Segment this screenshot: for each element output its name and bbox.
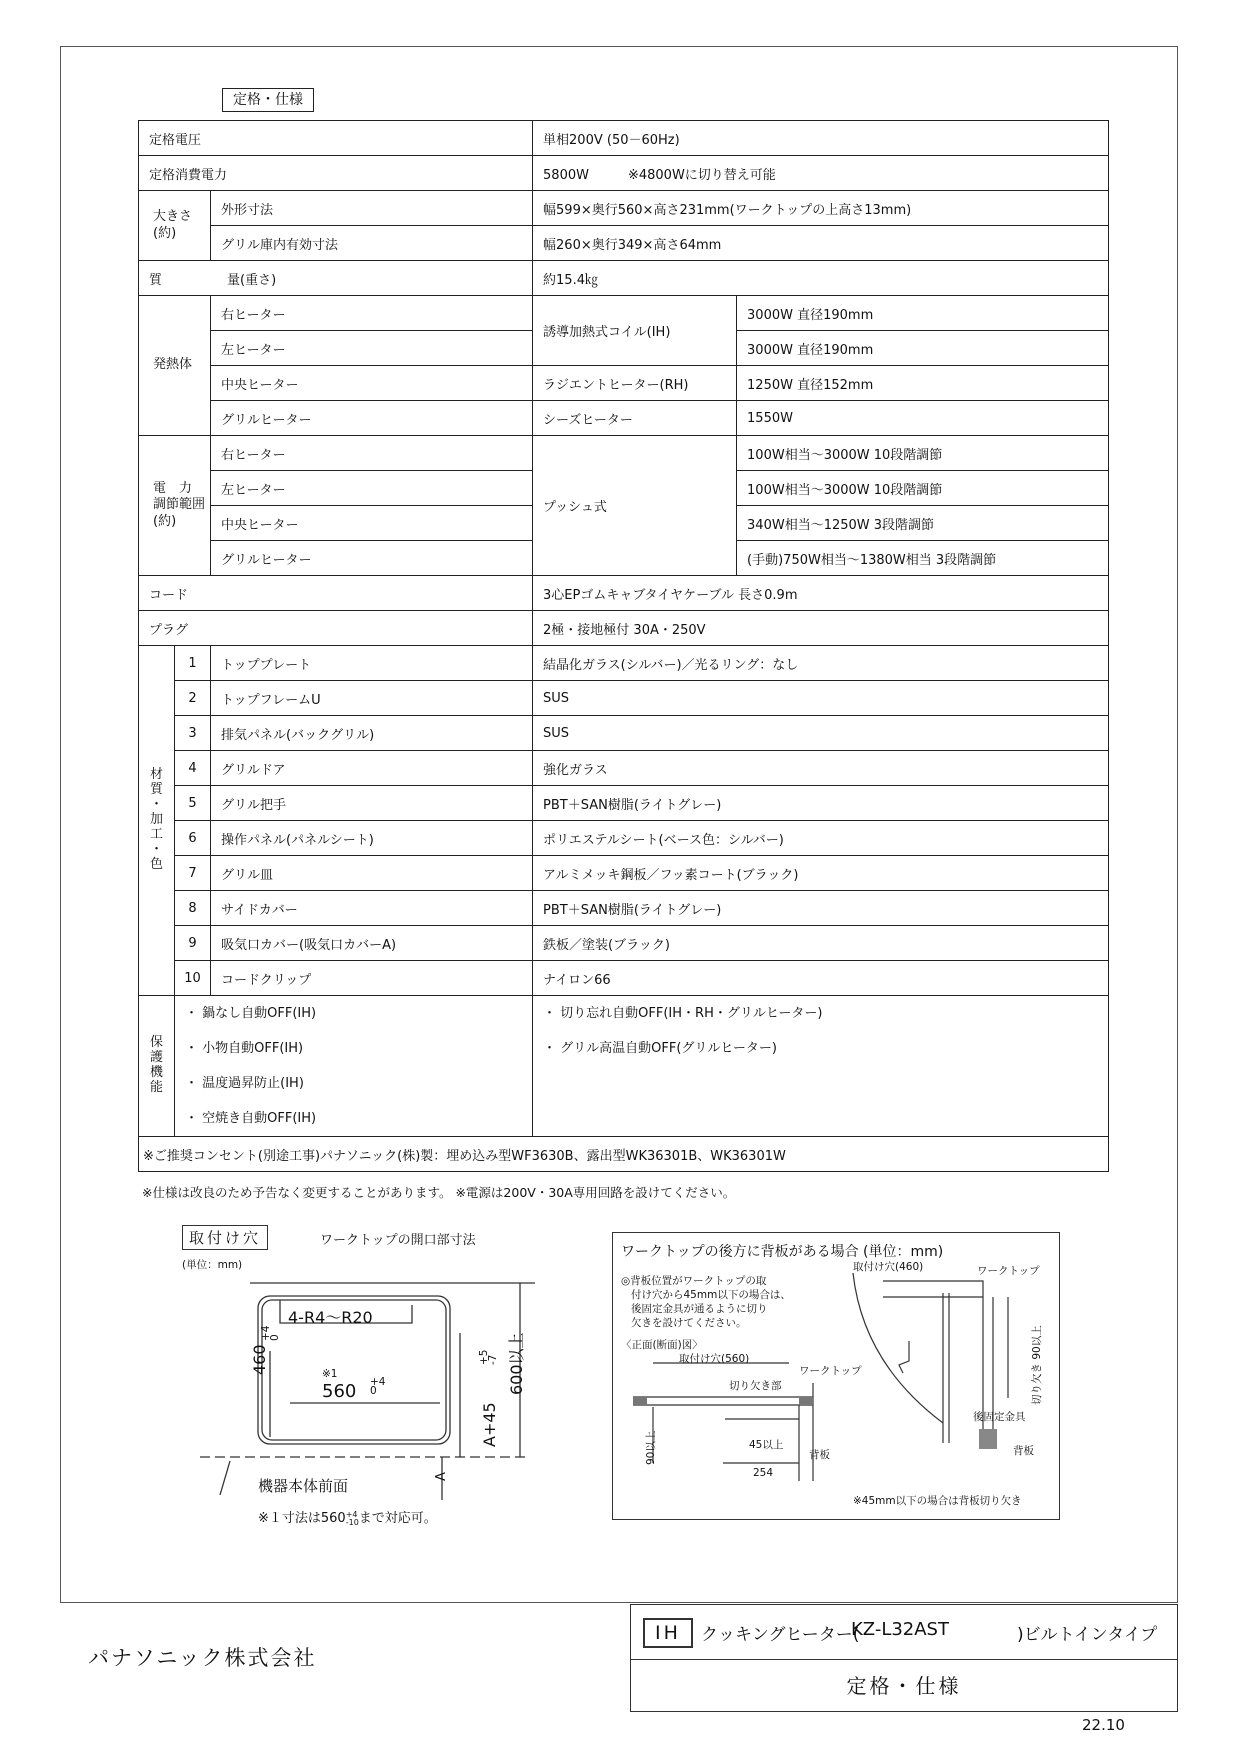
heater-name: グリルヒーター <box>211 401 533 436</box>
material-part: サイドカバー <box>211 891 533 926</box>
cutout-label: 切り欠き部 <box>729 1380 782 1392</box>
mounting-hole-lines <box>180 1225 550 1555</box>
row-rated-voltage <box>139 121 1109 156</box>
section-tag: 定格・仕様 <box>222 88 314 112</box>
adjust-value: (手動)750W相当～1380W相当 3段階調節 <box>737 541 1109 576</box>
min90-label: 90以上 <box>645 1430 657 1465</box>
drawing1-unit: (単位：mm) <box>182 1259 243 1271</box>
adjust-method: プッシュ式 <box>533 436 737 576</box>
material-value: 鉄板／塗装(ブラック) <box>533 926 1109 961</box>
worktop-label: ワークトップ <box>799 1365 862 1377</box>
label-material: 材 質 ・ 加 工 ・ 色 <box>139 646 175 996</box>
depth-label: 600以上 <box>507 1332 526 1395</box>
heater-value: 3000W 直径190mm <box>737 331 1109 366</box>
material-part: 吸気口カバー(吸気口カバーA) <box>211 926 533 961</box>
note-mark: ※1 <box>322 1368 338 1380</box>
width-label: 560 <box>322 1381 357 1402</box>
heater-value: 1550W <box>737 401 1109 436</box>
company-name: パナソニック株式会社 <box>88 1646 317 1670</box>
protection-item: ・ グリル高温自動OFF(グリルヒーター) <box>543 1041 777 1056</box>
row-rated-power <box>139 156 1109 191</box>
material-no: 6 <box>175 821 211 856</box>
footnote-text: ※１寸法は560 <box>258 1511 346 1526</box>
adjust-value: 100W相当～3000W 10段階調節 <box>737 471 1109 506</box>
product-type: クッキングヒーター( <box>701 1625 860 1645</box>
material-part: 操作パネル(パネルシート) <box>211 821 533 856</box>
fixing-label: 後固定金具 <box>973 1411 1026 1423</box>
model-number: KZ-L32AST <box>851 1619 949 1640</box>
heater-name: 中央ヒーター <box>211 366 533 401</box>
revision-date: 22.10 <box>1082 1716 1125 1734</box>
material-no: 2 <box>175 681 211 716</box>
drawing2-note-1: ◎背板位置がワークトップの取 <box>621 1275 767 1287</box>
protection-item: ・ 小物自動OFF(IH) <box>185 1041 304 1056</box>
material-value: アルミメッキ鋼板／フッ素コート(ブラック) <box>533 856 1109 891</box>
heater-name: 左ヒーター <box>211 331 533 366</box>
label-plug: プラグ <box>139 611 533 646</box>
material-value: ポリエステルシート(ベース色：シルバー) <box>533 821 1109 856</box>
height-label: 460 <box>250 1344 269 1375</box>
label-size: 大きさ (約) <box>139 191 211 261</box>
adjust-value: 340W相当～1250W 3段階調節 <box>737 506 1109 541</box>
radius-label: 4-R4～R20 <box>288 1308 373 1327</box>
offset-tolerance: +5 -7 <box>478 1349 499 1365</box>
footnote-tolerance: +4 -10 <box>345 1509 359 1527</box>
adjust-name: 中央ヒーター <box>211 506 533 541</box>
builtin-type: )ビルトインタイプ <box>1017 1625 1158 1645</box>
material-no: 8 <box>175 891 211 926</box>
material-value: 強化ガラス <box>533 751 1109 786</box>
material-value: PBT＋SAN樹脂(ライトグレー) <box>533 891 1109 926</box>
ih-badge: IH <box>643 1618 693 1648</box>
material-part: トップフレームU <box>211 681 533 716</box>
adjust-value: 100W相当～3000W 10段階調節 <box>737 436 1109 471</box>
heater-type: ラジエントヒーター(RH) <box>533 366 737 401</box>
mounting-hole-drawing <box>180 1225 550 1555</box>
title-subtitle: 定格・仕様 <box>846 1674 962 1698</box>
protection-item: ・ 鍋なし自動OFF(IH) <box>185 1006 317 1021</box>
label-power-adjust: 電 力 調節範囲 (約) <box>139 436 211 576</box>
view-label: 〈正面(断面)図〉 <box>621 1339 703 1351</box>
label-protection: 保 護 機 能 <box>139 996 175 1137</box>
outlet-note: ※ご推奨コンセント(別途工事)パナソニック(株)製：埋め込み型WF3630B、露出型WK36301B、WK36301W <box>139 1137 1109 1172</box>
heater-type: シーズヒーター <box>533 401 737 436</box>
value-rated-voltage: 単相200V (50－60Hz) <box>533 121 1109 156</box>
label-outer-size: 外形寸法 <box>211 191 533 226</box>
worktop-label-2: ワークトップ <box>977 1265 1040 1277</box>
footnote-end: まで対応可。 <box>358 1511 437 1526</box>
material-no: 1 <box>175 646 211 681</box>
material-value: ナイロン66 <box>533 961 1109 996</box>
title-row <box>631 1605 1177 1660</box>
label-rated-voltage: 定格電圧 <box>139 121 533 156</box>
value-rated-power: 5800W ※4800Wに切り替え可能 <box>533 156 1109 191</box>
drawing2-note-2: 付け穴から45mm以下の場合は、 <box>631 1289 791 1301</box>
material-value: SUS <box>533 716 1109 751</box>
value-mass: 約15.4㎏ <box>533 261 1109 296</box>
material-no: 9 <box>175 926 211 961</box>
offset-label: A+45 <box>480 1402 499 1447</box>
hole-top-label: 取付け穴(460) <box>853 1261 924 1273</box>
dim254-label: 254 <box>753 1467 774 1479</box>
material-part: グリル皿 <box>211 856 533 891</box>
material-no: 7 <box>175 856 211 891</box>
protection-item: ・ 空焼き自動OFF(IH) <box>185 1111 317 1126</box>
cut90-label: 切り欠き 90以上 <box>1031 1325 1043 1405</box>
material-no: 5 <box>175 786 211 821</box>
spec-table <box>138 120 1109 1172</box>
drawing2-title: ワークトップの後方に背板がある場合 (単位：mm) <box>621 1244 944 1260</box>
material-value: 結晶化ガラス(シルバー)／光るリング：なし <box>533 646 1109 681</box>
label-grill-size: グリル庫内有効寸法 <box>211 226 533 261</box>
adjust-name: グリルヒーター <box>211 541 533 576</box>
label-rated-power: 定格消費電力 <box>139 156 533 191</box>
material-no: 4 <box>175 751 211 786</box>
material-no: 10 <box>175 961 211 996</box>
drawing2-note-3: 後固定金具が通るように切り <box>631 1303 768 1315</box>
drawing2-note-4: 欠きを設けてください。 <box>631 1317 747 1329</box>
front-label: 機器本体前面 <box>258 1477 349 1495</box>
adjust-name: 左ヒーター <box>211 471 533 506</box>
heater-value: 1250W 直径152mm <box>737 366 1109 401</box>
backboard-drawing <box>612 1232 1060 1520</box>
min45-label: 45以上 <box>749 1439 784 1451</box>
label-cord: コード <box>139 576 533 611</box>
material-part: 排気パネル(バックグリル) <box>211 716 533 751</box>
a-label: A <box>434 1472 449 1481</box>
heater-name: 右ヒーター <box>211 296 533 331</box>
protection-item: ・ 温度過昇防止(IH) <box>185 1076 304 1091</box>
label-mass: 質 量(重さ) <box>139 261 533 296</box>
width-tolerance: +4 0 <box>370 1376 386 1397</box>
protection-right <box>533 996 1109 1137</box>
material-part: グリルドア <box>211 751 533 786</box>
drawing2-footnote: ※45mm以下の場合は背板切り欠き <box>853 1495 1022 1507</box>
footnote <box>258 1507 437 1527</box>
adjust-name: 右ヒーター <box>211 436 533 471</box>
label-heater: 発熱体 <box>139 296 211 436</box>
heater-ih-type: 誘導加熱式コイル(IH) <box>533 296 737 366</box>
height-tolerance: +4 0 <box>260 1325 281 1341</box>
backboard-label-2: 背板 <box>1013 1445 1034 1457</box>
backboard-label: 背板 <box>809 1449 830 1461</box>
hole-label: 取付け穴(560) <box>679 1353 750 1365</box>
material-part: グリル把手 <box>211 786 533 821</box>
value-outer-size: 幅599×奥行560×高さ231mm(ワークトップの上高さ13mm) <box>533 191 1109 226</box>
spec-notes: ※仕様は改良のため予告なく変更することがあります。 ※電源は200V・30A専用回路を設けてください。 <box>142 1185 736 1200</box>
heater-value: 3000W 直径190mm <box>737 296 1109 331</box>
material-value: SUS <box>533 681 1109 716</box>
protection-left <box>175 996 533 1137</box>
title-block <box>630 1604 1178 1712</box>
drawing1-subtitle: ワークトップの開口部寸法 <box>320 1233 476 1248</box>
value-plug: 2極・接地極付 30A・250V <box>533 611 1109 646</box>
drawing1-title: 取付け穴 <box>182 1225 268 1250</box>
material-part: トッププレート <box>211 646 533 681</box>
value-cord: 3心EPゴムキャブタイヤケーブル 長さ0.9m <box>533 576 1109 611</box>
material-value: PBT＋SAN樹脂(ライトグレー) <box>533 786 1109 821</box>
protection-item: ・ 切り忘れ自動OFF(IH・RH・グリルヒーター) <box>543 1006 823 1021</box>
value-grill-size: 幅260×奥行349×高さ64mm <box>533 226 1109 261</box>
material-part: コードクリップ <box>211 961 533 996</box>
material-no: 3 <box>175 716 211 751</box>
